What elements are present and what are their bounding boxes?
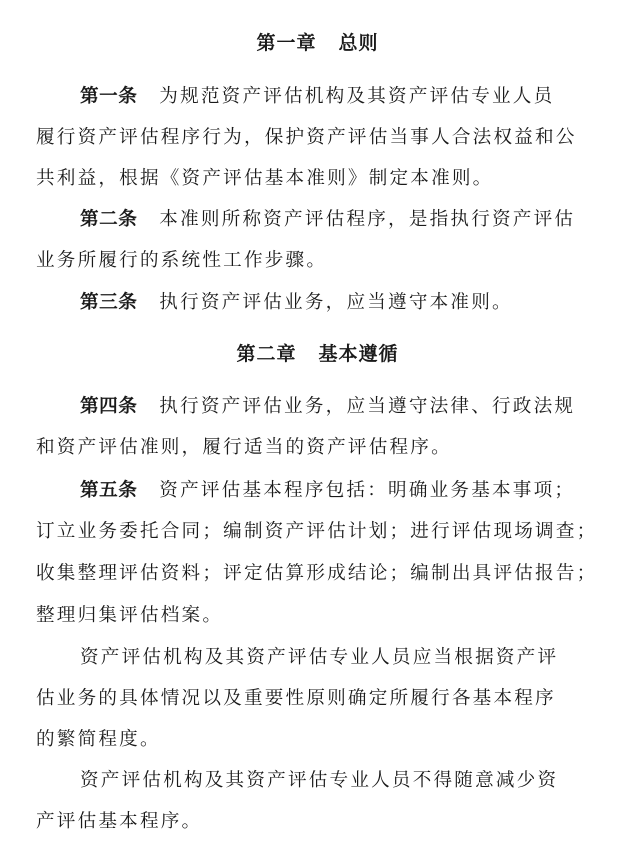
chapter-2-heading: [0, 341, 635, 367]
chapter-1-heading: [0, 30, 635, 56]
article-1-label: 第一条: [80, 86, 138, 107]
article-5-line-1: [80, 478, 575, 504]
paragraph-2-line-2: 产评估基本程序。: [36, 811, 203, 832]
article-1-text-1: 为规范资产评估机构及其资产评估专业人员: [159, 86, 555, 107]
article-4-label: 第四条: [80, 396, 138, 417]
article-1-line-2: 履行资产评估程序行为，保护资产评估当事人合法权益和公: [36, 127, 577, 148]
article-2-label: 第二条: [80, 209, 138, 230]
article-3-label: 第三条: [80, 292, 138, 313]
article-2-text-1: 本准则所称资产评估程序，是指执行资产评估: [159, 209, 576, 230]
article-4-line-2: 和资产评估准则，履行适当的资产评估程序。: [36, 437, 452, 458]
chapter-2-title: 基本遵循: [318, 343, 399, 365]
article-3-text-1: 执行资产评估业务，应当遵守本准则。: [159, 292, 513, 313]
paragraph-1-line-3: 的繁简程度。: [36, 729, 161, 750]
article-3-line-1: [80, 290, 513, 316]
article-4-text-1: 执行资产评估业务，应当遵守法律、行政法规: [159, 396, 576, 417]
article-5-text-1: 资产评估基本程序包括：明确业务基本事项；: [159, 480, 576, 501]
chapter-1-title: 总则: [338, 32, 379, 54]
article-5-label: 第五条: [80, 480, 138, 501]
article-4-line-1: [80, 394, 575, 420]
article-5-line-2: 订立业务委托合同；编制资产评估计划；进行评估现场调查；: [36, 521, 598, 542]
article-2-line-1: [80, 207, 575, 233]
chapter-2-number: 第二章: [236, 343, 297, 365]
article-1-line-3: 共利益，根据《资产评估基本准则》制定本准则。: [36, 168, 494, 189]
article-5-line-4: 整理归集评估档案。: [36, 605, 224, 626]
article-5-line-3: 收集整理评估资料；评定估算形成结论；编制出具评估报告；: [36, 563, 598, 584]
paragraph-2-line-1: 资产评估机构及其资产评估专业人员不得随意减少资: [80, 770, 559, 791]
paragraph-1-line-1: 资产评估机构及其资产评估专业人员应当根据资产评: [80, 647, 559, 668]
article-1-line-1: [80, 84, 554, 110]
chapter-1-number: 第一章: [256, 32, 317, 54]
paragraph-1-line-2: 估业务的具体情况以及重要性原则确定所履行各基本程序: [36, 688, 556, 709]
article-2-line-2: 业务所履行的系统性工作步骤。: [36, 250, 328, 271]
